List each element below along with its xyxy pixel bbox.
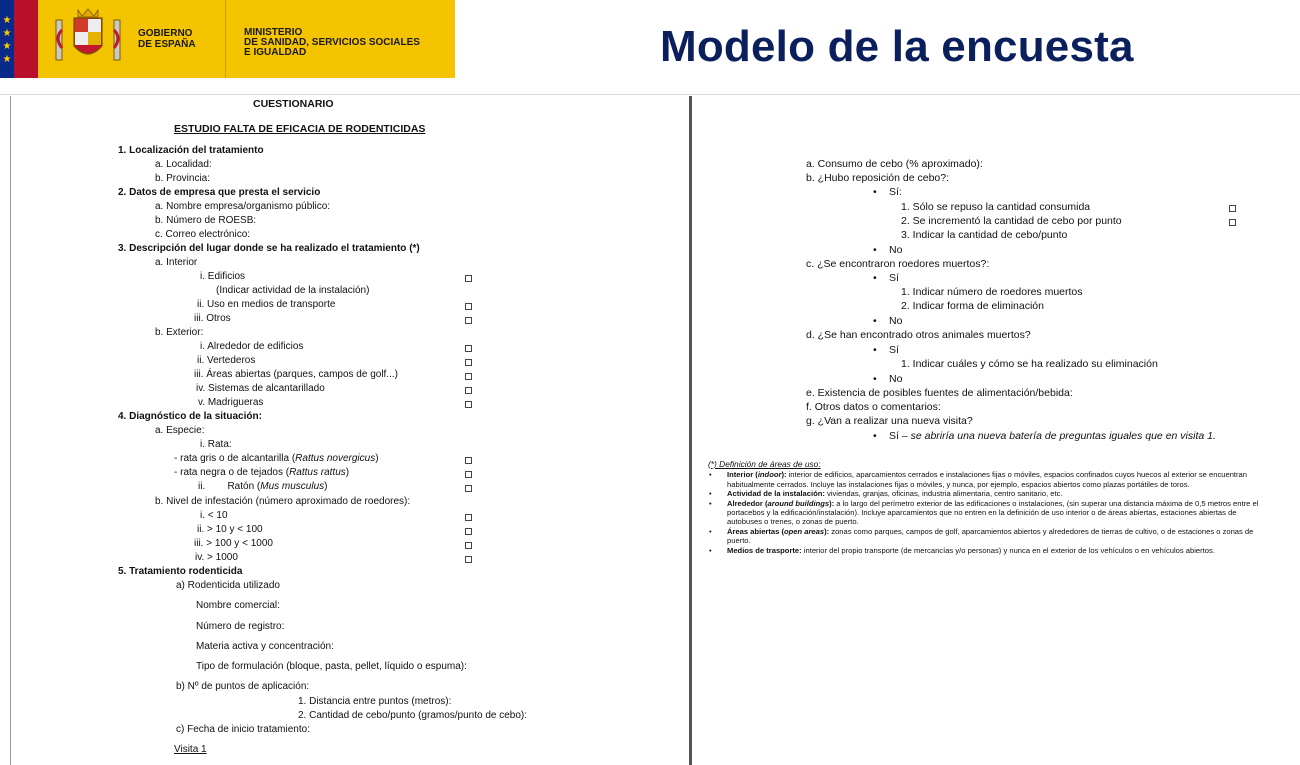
item-4a-i: i. Rata: <box>200 439 232 450</box>
gov-line-2: DE ESPAÑA <box>138 39 196 50</box>
rata-negra-label: - rata negra o de tejados ( <box>174 467 290 478</box>
raton-latin: Mus musculus <box>260 481 325 492</box>
slide-title: Modelo de la encuesta <box>660 22 1134 71</box>
item-3b-iv: iv. Sistemas de alcantarillado <box>196 383 325 394</box>
heading-cuestionario: CUESTIONARIO <box>253 98 334 110</box>
r-b-si: • Sí: <box>889 186 902 198</box>
heading-estudio: ESTUDIO FALTA DE EFICACIA DE RODENTICIDAS <box>174 123 426 135</box>
footnote-interior <box>708 470 1268 489</box>
fn3-text: a lo largo del perímetro exterior de las edificaciones o instalaciones, (sin superar una distancia máxima de 0,5 metros entre el portacebos y la edificación/instalación). Incluye aparcamientos que no entren en la definición de uso interior o de áreas abiertas, estaciones abiertas de autobuses o trenes, o zonas de puerto. <box>727 498 1259 527</box>
footnote-actividad <box>708 489 1268 498</box>
item-4a-ii <box>198 481 328 493</box>
item-4a: a. Especie: <box>155 425 205 436</box>
r-g-si-rest: – se abriría una nueva batería de preguntas iguales que en visita 1. <box>898 430 1216 442</box>
fn4-bold-it: open areas <box>783 526 825 536</box>
checkbox-rata-negra[interactable] <box>465 471 472 478</box>
footnotes <box>708 460 1268 555</box>
field-tipo-formulacion: Tipo de formulación (bloque, pasta, pellet, líquido o espuma): <box>196 661 467 672</box>
checkbox-rata-gris[interactable] <box>465 457 472 464</box>
rata-gris-latin: Rattus novergicus <box>295 453 376 464</box>
section-5: 5. Tratamiento rodenticida <box>118 566 243 577</box>
r-c-si: • Sí <box>889 272 899 284</box>
item-3a-i: i. Edificios <box>200 271 246 282</box>
checkbox-transporte[interactable] <box>465 303 472 310</box>
item-rata-negra <box>174 467 349 479</box>
checkbox-alcantarillado[interactable] <box>465 387 472 394</box>
r-b-1: 1. Sólo se repuso la cantidad consumida <box>901 201 1091 213</box>
item-4b-ii: ii. > 10 y < 100 <box>197 524 263 535</box>
footnote-alrededor <box>708 499 1268 527</box>
min-line-1: MINISTERIO <box>244 27 303 38</box>
item-2c: c. Correo electrónico: <box>155 229 251 240</box>
item-3a-i-note: (Indicar actividad de la instalación) <box>216 285 370 296</box>
checkbox-10-100[interactable] <box>465 528 472 535</box>
fn4-text: zonas como parques, campos de golf, aparcamientos abiertos y alrededores de tierras de cultivo, o de estaciones o zonas de puerto. <box>727 526 1254 546</box>
bullet-icon: • <box>709 545 712 555</box>
field-materia-activa: Materia activa y concentración: <box>196 641 334 652</box>
rata-gris-label: - rata gris o de alcantarilla ( <box>174 453 296 464</box>
raton-close: ) <box>324 481 328 492</box>
fn5-text: interior del propio transporte (de mercancías y/o personas) y nunca en el exterior de los vehículos o en vehículos abiertos. <box>801 545 1215 555</box>
field-nombre-comercial: Nombre comercial: <box>196 600 280 611</box>
fn1-bold: Interior ( <box>727 470 758 480</box>
checkbox-madrigueras[interactable] <box>465 401 472 408</box>
item-r-d: d. ¿Se han encontrado otros animales muertos? <box>806 329 1031 341</box>
item-r-c: c. ¿Se encontraron roedores muertos?: <box>806 258 990 270</box>
fn5-bold: Medios de trasporte: <box>727 545 802 555</box>
item-r-b: b. ¿Hubo reposición de cebo?: <box>806 172 950 184</box>
item-4b-iv: iv. > 1000 <box>195 552 238 563</box>
r-d-si: • Sí <box>889 344 899 356</box>
item-3b-i: i. Alrededor de edificios <box>200 341 304 352</box>
r-d-no: • No <box>889 373 902 385</box>
checkbox-repuso[interactable] <box>1229 205 1236 212</box>
item-5b: b) Nº de puntos de aplicación: <box>176 681 310 692</box>
item-5b-1: 1. Distancia entre puntos (metros): <box>298 696 452 707</box>
item-4b-iii: iii. > 100 y < 1000 <box>194 538 273 549</box>
item-4b-i: i. < 10 <box>200 510 228 521</box>
item-r-e: e. Existencia de posibles fuentes de alimentación/bebida: <box>806 387 1073 399</box>
item-3b: b. Exterior: <box>155 327 204 338</box>
visita-1-label: Visita 1 <box>174 744 207 755</box>
item-3b-iii: iii. Áreas abiertas (parques, campos de golf...) <box>194 369 398 380</box>
r-g-si <box>889 430 1216 442</box>
footnote-transporte <box>708 546 1268 555</box>
item-3a-ii: ii. Uso en medios de transporte <box>197 299 336 310</box>
field-numero-registro: Número de registro: <box>196 621 285 632</box>
item-3b-v: v. Madrigueras <box>198 397 264 408</box>
fn3-bold-it: around buildings <box>767 498 830 508</box>
checkbox-vertederos[interactable] <box>465 359 472 366</box>
item-3b-ii: ii. Vertederos <box>197 355 256 366</box>
r-b-2: 2. Se incrementó la cantidad de cebo por punto <box>901 215 1122 227</box>
r-c-no: • No <box>889 315 902 327</box>
section-2: 2. Datos de empresa que presta el servicio <box>118 187 321 198</box>
section-4: 4. Diagnóstico de la situación: <box>118 411 262 422</box>
item-3a-iii: iii. Otros <box>194 313 231 324</box>
r-g-si-label: Sí <box>889 430 899 442</box>
footnote-areas-abiertas <box>708 527 1268 546</box>
bullet-icon: • <box>709 526 712 536</box>
bullet-icon: • <box>709 489 712 499</box>
r-d-1: 1. Indicar cuáles y cómo se ha realizado su eliminación <box>901 358 1158 370</box>
fn1-text: interior de edificios, aparcamientos cerrados e instalaciones fijas o móviles, espacios confinados cuyos huecos al exterior se encuentran habitualmente cerrados. Incluye las instalaciones fijas o móviles, y nunca, por ejemplo, espacios abiertos como plazas portátiles de toros. <box>727 470 1248 489</box>
checkbox-incremento[interactable] <box>1229 219 1236 226</box>
checkbox-edificios[interactable] <box>465 275 472 282</box>
r-b-no: • No <box>889 244 902 256</box>
rata-negra-latin: Rattus rattus <box>289 467 346 478</box>
item-1b: b. Provincia: <box>155 173 211 184</box>
item-r-a: a. Consumo de cebo (% aproximado): <box>806 158 983 170</box>
item-r-f: f. Otros datos o comentarios: <box>806 401 941 413</box>
gov-line-1: GOBIERNO <box>138 28 193 39</box>
item-r-g: g. ¿Van a realizar una nueva visita? <box>806 415 973 427</box>
item-2b: b. Número de ROESB: <box>155 215 257 226</box>
checkbox-otros[interactable] <box>465 317 472 324</box>
min-line-2: DE SANIDAD, SERVICIOS SOCIALES <box>244 37 420 48</box>
fn2-text: viviendas, granjas, oficinas, industria alimentaria, centro sanitario, etc. <box>824 489 1063 499</box>
bullet-icon: • <box>709 470 712 480</box>
raton-label: ii. Ratón ( <box>198 481 261 492</box>
fn3-bold-2: ): <box>829 498 835 508</box>
fn1-bold-it: indoor <box>757 470 782 480</box>
r-b-3: 3. Indicar la cantidad de cebo/punto <box>901 229 1068 241</box>
r-c-2: 2. Indicar forma de eliminación <box>901 300 1044 312</box>
fn1-bold-2: ): <box>781 470 787 480</box>
rata-gris-close: ) <box>375 453 379 464</box>
item-5b-2: 2. Cantidad de cebo/punto (gramos/punto de cebo): <box>298 710 528 721</box>
section-1: 1. Localización del tratamiento <box>118 145 264 156</box>
fn3-bold: Alrededor ( <box>727 498 768 508</box>
checkbox-mas-1000[interactable] <box>465 556 472 563</box>
rata-negra-close: ) <box>345 467 350 478</box>
checkbox-alrededor[interactable] <box>465 345 472 352</box>
checkbox-100-1000[interactable] <box>465 542 472 549</box>
checkbox-menos-10[interactable] <box>465 514 472 521</box>
footnote-title: (*) Definición de áreas de uso: <box>708 459 821 469</box>
item-5c: c) Fecha de inicio tratamiento: <box>176 724 310 735</box>
min-line-3: E IGUALDAD <box>244 47 307 58</box>
fn2-bold: Actividad de la instalación: <box>727 489 825 499</box>
item-1a: a. Localidad: <box>155 159 212 170</box>
item-5a: a) Rodenticida utilizado <box>176 580 280 591</box>
fn4-bold: Áreas abiertas ( <box>727 526 784 536</box>
item-2a: a. Nombre empresa/organismo público: <box>155 201 331 212</box>
item-rata-gris <box>174 453 379 465</box>
fn4-bold-2: ): <box>824 526 830 536</box>
section-3: 3. Descripción del lugar donde se ha realizado el tratamiento (*) <box>118 243 420 254</box>
eu-stars: ★ ★ ★ ★ <box>2 15 12 65</box>
item-4b: b. Nivel de infestación (número aproximado de roedores): <box>155 496 411 507</box>
item-3a: a. Interior <box>155 257 198 268</box>
right-page <box>692 0 1300 765</box>
bullet-icon: • <box>709 498 712 508</box>
r-c-1: 1. Indicar número de roedores muertos <box>901 286 1083 298</box>
checkbox-raton[interactable] <box>465 485 472 492</box>
checkbox-areas-abiertas[interactable] <box>465 373 472 380</box>
